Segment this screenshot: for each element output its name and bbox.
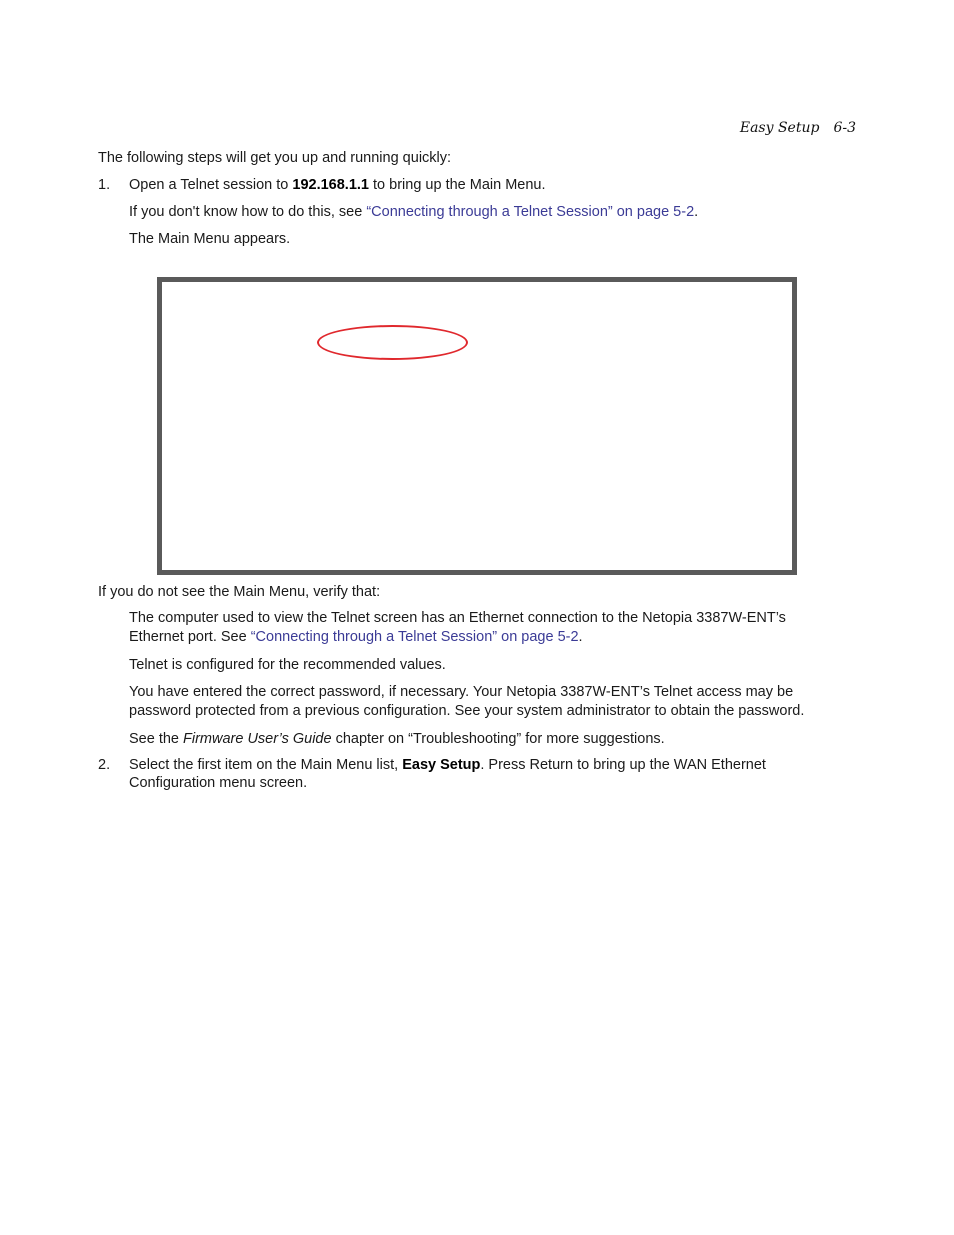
check1-line2 [129,628,583,647]
step1-ip: 192.168.1.1 [292,177,369,193]
check2-text: Telnet is configured for the recommended values. [129,657,446,673]
header-page-number: 6-3 [833,120,856,136]
check4-pre: See the [129,731,184,747]
main-menu-screenshot-frame [157,277,797,575]
check4-post: chapter on “Troubleshooting” for more suggestions. [331,731,665,747]
step2-number: 2. [98,757,111,773]
step2-post: . Press Return to bring up the WAN Ethernet [480,757,766,773]
step2-line2: Configuration menu screen. [129,775,308,791]
step1-result: The Main Menu appears. [129,231,291,247]
header-section: Easy Setup [739,120,820,136]
check1-post: . [578,629,583,645]
highlight-oval [317,325,468,360]
check3-line2: password protected from a previous configuration. See your system administrator to obtain the password. [129,703,805,719]
check1-line1: The computer used to view the Telnet screen has an Ethernet connection to the Netopia 3387W-ENT’s [129,610,786,626]
check3-line1: You have entered the correct password, if necessary. Your Netopia 3387W-ENT’s Telnet access may be [129,684,794,700]
check4-italic-title: Firmware User’s Guide [183,731,332,747]
step2-pre: Select the first item on the Main Menu list, [129,757,403,773]
page-header [740,120,856,136]
telnet-session-link-1[interactable]: “Connecting through a Telnet Session” on page 5-2 [366,204,695,220]
step2-line1 [129,756,766,775]
step1-note [129,203,698,222]
step1-number: 1. [98,177,111,193]
step1-pre: Open a Telnet session to [129,177,293,193]
check4-text [129,730,665,749]
check1-line2-pre: Ethernet port. See [129,629,251,645]
intro-text: The following steps will get you up and running quickly: [98,150,452,166]
step1-post: to bring up the Main Menu. [368,177,546,193]
verify-intro: If you do not see the Main Menu, verify that: [98,584,381,600]
step1-note-post: . [694,204,699,220]
step2-bold: Easy Setup [402,757,481,773]
step1-text [129,176,546,195]
step1-note-pre: If you don't know how to do this, see [129,204,367,220]
telnet-session-link-2[interactable]: “Connecting through a Telnet Session” on page 5-2 [250,629,579,645]
